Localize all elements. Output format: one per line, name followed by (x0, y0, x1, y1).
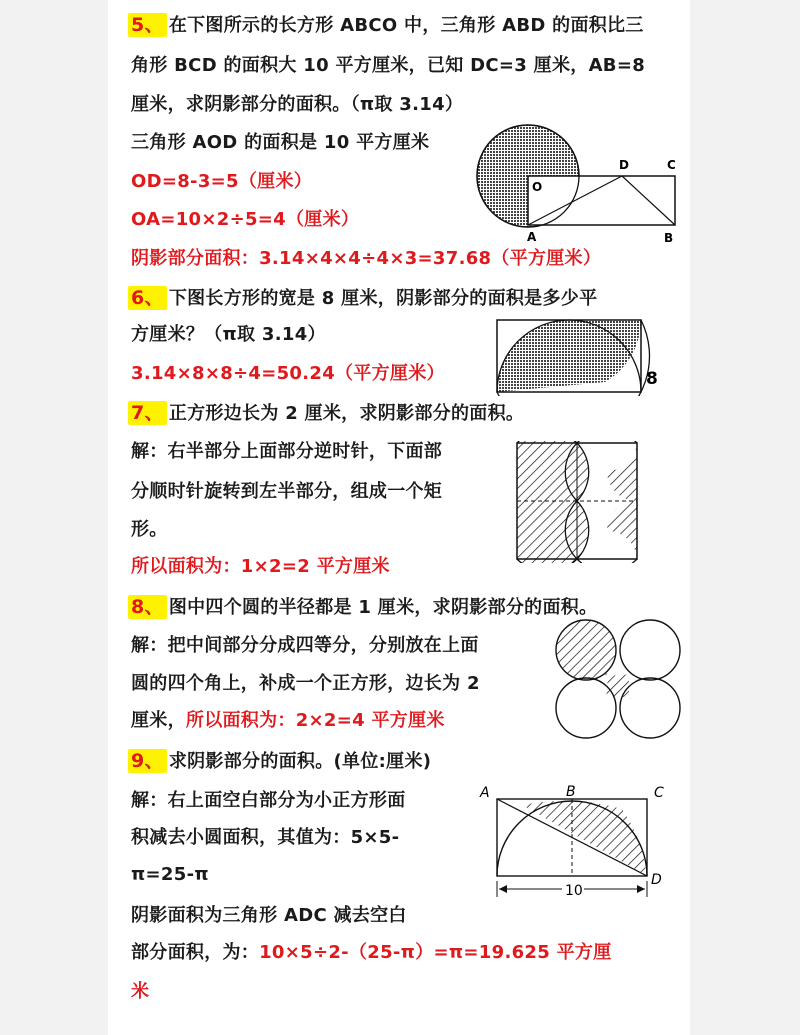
p8-figure (553, 618, 683, 740)
p7-figure (515, 441, 642, 563)
p8-circle-4 (620, 678, 680, 738)
p7-step3: 形。 (131, 519, 168, 540)
p5-rectangle (528, 176, 675, 225)
p6-line1: 6、 下图长方形的宽是 8 厘米，阴影部分的面积是多少平 (131, 286, 597, 311)
p8-line1: 8、 图中四个圆的半径都是 1 厘米，求阴影部分的面积。 (131, 595, 597, 620)
p8-number: 8、 (128, 595, 167, 619)
p5-step1: 三角形 AOD 的面积是 10 平方厘米 (131, 132, 430, 153)
p8-shaded-center (605, 673, 631, 699)
p9-label-b: B (566, 784, 576, 800)
p6-width-label: 8 (646, 369, 658, 389)
p5-label-d: D (619, 158, 629, 172)
p5-line3: 厘米，求阴影部分的面积。（π取 3.14） (131, 94, 464, 115)
p8-step3: 厘米，所以面积为：2×2=4 平方厘米 (131, 710, 445, 731)
p9-label-d: D (651, 872, 662, 888)
p5-label-b: B (664, 231, 674, 245)
p6-shaded-region (497, 320, 641, 392)
p6-answer: 3.14×8×8÷4=50.24（平方厘米） (131, 363, 445, 384)
p5-answer: 阴影部分面积：3.14×4×4÷4×3=37.68（平方厘米） (131, 248, 602, 269)
p5-label-c: C (667, 158, 676, 172)
p5-label-a: A (527, 230, 537, 244)
p9-step4: 阴影面积为三角形 ADC 减去空白 (131, 905, 407, 926)
p5-label-o: O (532, 180, 543, 194)
p9-label-a: A (480, 785, 490, 801)
p9-figure (474, 781, 674, 907)
p9-step1: 解：右上面空白部分为小正方形面 (131, 790, 406, 811)
p5-figure (475, 124, 685, 248)
p9-label-c: C (654, 785, 664, 801)
p9-line1: 9、 求阴影部分的面积。(单位:厘米) (131, 749, 431, 774)
p9-length-label: 10 (565, 883, 583, 899)
p9-step3: π=25-π (131, 864, 209, 885)
p8-step2: 圆的四个角上，补成一个正方形，边长为 2 (131, 673, 480, 694)
p5-line1: 5、 在下图所示的长方形 ABCO 中，三角形 ABD 的面积比三 (131, 13, 644, 38)
p6-line2: 方厘米？（π取 3.14） (131, 324, 326, 345)
p7-line1: 7、 正方形边长为 2 厘米，求阴影部分的面积。 (131, 401, 524, 426)
p9-step5: 部分面积，为：10×5÷2-（25-π）=π=19.625 平方厘 (131, 942, 612, 963)
p7-shaded-left-top (517, 441, 589, 501)
p5-number: 5、 (128, 13, 167, 37)
p7-shaded-left-bottom (517, 501, 589, 563)
p6-number: 6、 (128, 286, 167, 310)
p7-step1: 解：右半部分上面部分逆时针，下面部 (131, 441, 443, 462)
p9-step6: 米 (131, 981, 150, 1002)
p8-circle-2 (620, 620, 680, 680)
p6-figure (493, 318, 665, 396)
p9-step2: 积减去小圆面积，其值为：5×5- (131, 827, 400, 848)
p7-answer: 所以面积为：1×2=2 平方厘米 (131, 556, 390, 577)
p5-step2: OD=8-3=5（厘米） (131, 171, 313, 192)
p5-step3: OA=10×2÷5=4（厘米） (131, 209, 360, 230)
p7-number: 7、 (128, 401, 167, 425)
p9-shaded-region (522, 801, 646, 875)
p8-step1: 解：把中间部分分成四等分，分别放在上面 (131, 635, 479, 656)
p9-number: 9、 (128, 749, 167, 773)
p7-step2: 分顺时针旋转到左半部分，组成一个矩 (131, 481, 443, 502)
p8-circle-3 (556, 678, 616, 738)
p5-line2: 角形 BCD 的面积大 10 平方厘米，已知 DC=3 厘米，AB=8 (131, 55, 646, 76)
